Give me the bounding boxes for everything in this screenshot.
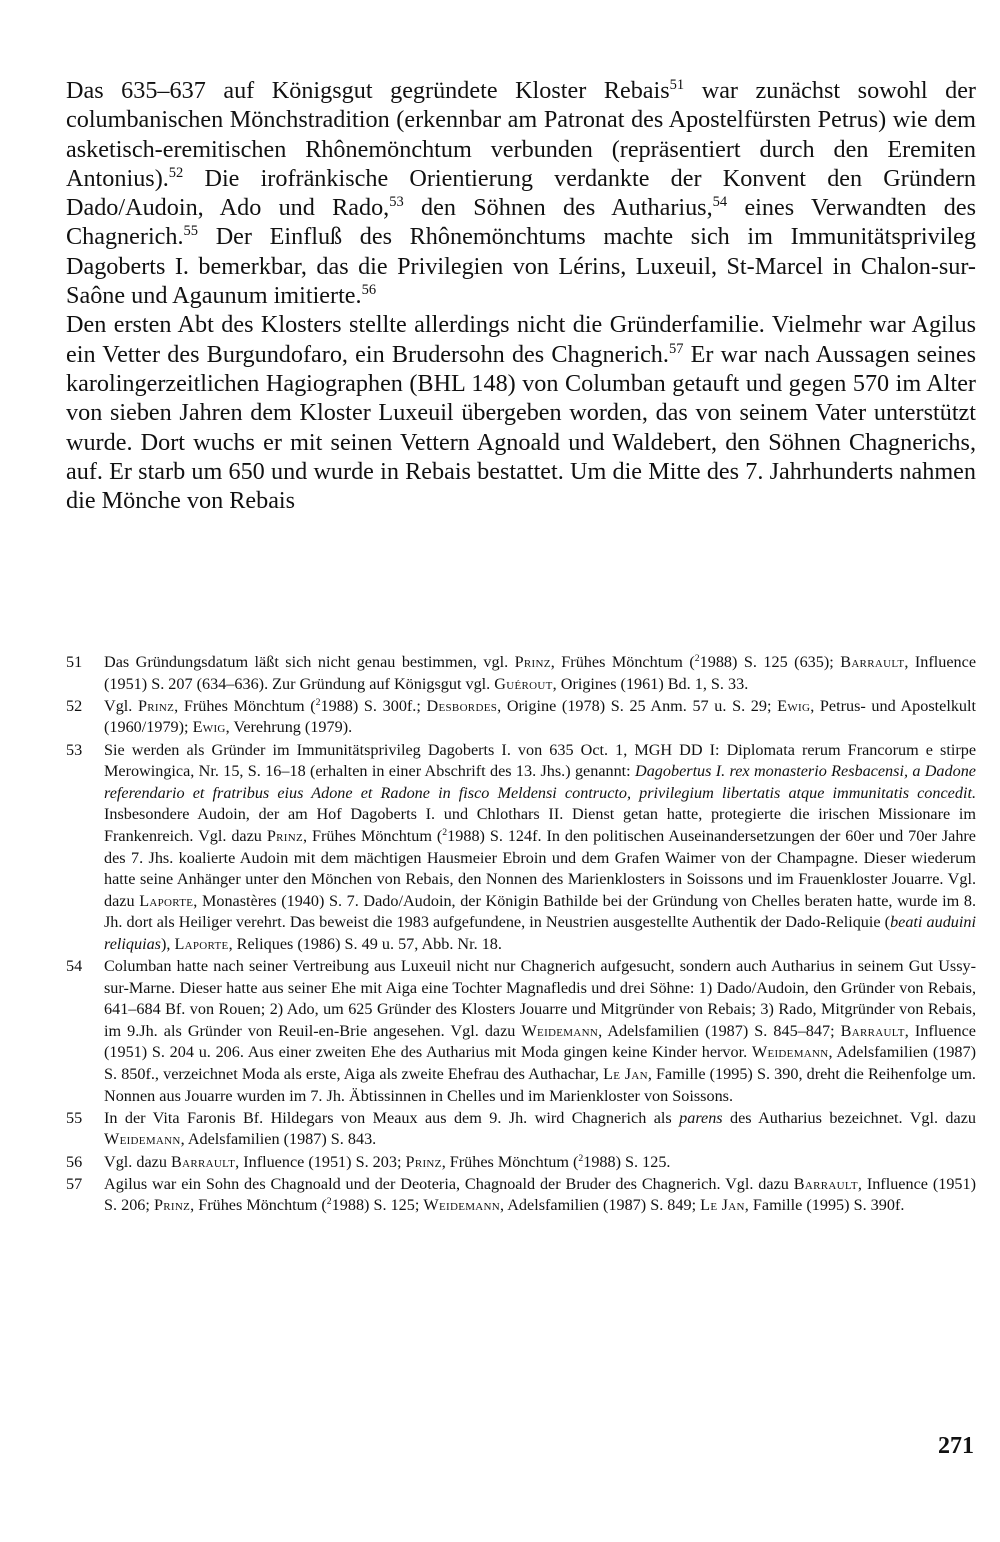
footnote-52 [66, 696, 976, 739]
text-run: Er war nach Aussagen seines karolingerzeitlichen Hagiographen (BHL 148) von Columban getauft und gegen 570 im Alter von sieben Jahren dem Kloster Luxeuil übergeben worden, das von seinem Vater unterstützt wurde. Dort wuchs er mit seinen Vettern Agnoald und Waldebert, den Söhnen Chagnerichs, auf. Er starb um 650 und wurde in Rebais bestattet. Um die Mitte des 7. Jahrhunderts nahmen die Mönche von Rebais [66, 340, 976, 515]
note-reference: 55 [183, 223, 199, 240]
author-name: Weidemann [521, 1021, 599, 1040]
footnote-number: 53 [66, 740, 83, 759]
author-name: Barrault [170, 1152, 236, 1171]
text-run: , Influence (1951) S. 207 (634–636). Zur Gründung auf Königsgut vgl. [104, 653, 977, 693]
text-run: Agilus war ein Sohn des Chagnoald und der Deoteria, Chagnoald der Bruder des Chagnerich. Vgl. dazu [104, 1174, 794, 1193]
text-run: , Monastères (1940) S. 7. Dado/Audoin, der Königin Bathilde bei der Gründung von Chelles beraten hatte, wurde im 8. Jh. dort als Heiliger verehrt. Das beweist die 1983 aufgefundene, in Neustrien ausgestellte Authentik der Dado-Reliquie ( [104, 891, 976, 932]
text-run: , Frühes Mönchtum ( [174, 696, 316, 715]
footnote-57 [66, 1174, 976, 1217]
author-name: Le Jan [603, 1065, 648, 1084]
text-run: war zunächst sowohl der columbanischen Mönchstradition (erkennbar am Patronat des Apostelfürsten Petrus) wie dem asketisch-eremitischen Rhônemönchtum verbunden (repräsentiert durch den Eremiten Antonius). [66, 77, 976, 192]
text-run: , Frühes Mönchtum ( [441, 1152, 579, 1171]
author-name: Weidemann [423, 1196, 501, 1215]
footnotes [66, 652, 976, 1218]
text-run: 1988) S. 300f.; [320, 696, 427, 715]
footnote-number: 57 [66, 1174, 83, 1193]
note-reference: 54 [712, 194, 728, 211]
text-run: , Influence (1951) S. 206; [104, 1174, 976, 1215]
text-run: , Frühes Mönchtum ( [302, 826, 443, 845]
author-name: Le Jan [700, 1196, 745, 1215]
text-run: , Famille (1995) S. 390, dreht die Reihenfolge um. Nonnen aus Jouarre wurden im 7. Jh. Äbtissinnen in Chelles und im Marienkloster von Soissons. [104, 1065, 976, 1105]
text-run: In der Vita Faronis Bf. Hildegars von Meaux aus dem 9. Jh. wird Chagnerich als [104, 1108, 680, 1127]
text-run: , Influence (1951) S. 204 u. 206. Aus einer zweiten Ehe des Autharius mit Moda gingen keine Kinder hervor. [104, 1021, 976, 1062]
text-run: , Influence (1951) S. 203; [235, 1152, 406, 1171]
author-name: Desbordes [426, 696, 498, 715]
text-run: , Origines (1961) Bd. 1, S. 33. [552, 674, 749, 693]
author-name: Prinz [137, 696, 175, 715]
author-name: Ewig [192, 718, 226, 737]
footnote-text [104, 1152, 976, 1174]
footnote-53 [66, 740, 976, 956]
text-run: , Origine (1978) S. 25 Anm. 57 u. S. 29; [497, 696, 778, 715]
text-run: , Frühes Mönchtum ( [190, 1196, 327, 1215]
text-run: , Adelsfamilien (1987) S. 845–847; [598, 1021, 841, 1040]
footnote-text [104, 740, 976, 956]
author-name: Prinz [405, 1152, 442, 1171]
author-name: Guérout [494, 674, 553, 693]
footnote-56 [66, 1152, 976, 1174]
text-run: Den ersten Abt des Klosters stellte allerdings nicht die Gründerfamilie. Vielmehr war Agilus ein Vetter des Burgundofaro, ein Brudersohn des Chagnerich. [66, 311, 976, 368]
note-reference: 57 [668, 340, 684, 357]
footnote-text [104, 652, 976, 695]
text-run: 1988) S. 125; [331, 1196, 424, 1215]
text-run: Vgl. dazu [104, 1152, 171, 1171]
text-run: , Adelsfamilien (1987) S. 843. [180, 1130, 377, 1149]
note-reference: 2 [326, 1196, 332, 1208]
text-run: 1988) S. 125. [583, 1152, 671, 1171]
footnote-text [104, 696, 976, 739]
text-run: ), [160, 934, 175, 953]
text-run: Columban hatte nach seiner Vertreibung aus Luxeuil nicht nur Chagnerich aufgesucht, sondern auch Autharius in seinem Gut Ussy-sur-Marne. Dieser hatte aus seiner Ehe mit Aiga eine Tochter Magnafledis und drei Söhne: 1) Dado/Audoin, den Gründer von Rebais, 641–684 Bf. von Rouen; 2) Ado, um 625 Gründer des Klosters Jouarre und Mitgründer von Rebais; 3) Rado, Mitgründer von Rebais, im 9.Jh. als Gründer von Reuil-en-Brie angesehen. Vgl. dazu [104, 957, 976, 1040]
footnote-number: 52 [66, 696, 83, 715]
author-name: Laporte [174, 934, 229, 953]
text-run: eines Verwandten des Chagnerich. [66, 194, 976, 251]
footnote-text [104, 1174, 976, 1217]
body-paragraph-1 [66, 76, 976, 310]
footnote-51 [66, 652, 976, 695]
text-run: Sie werden als Gründer im Immunitätsprivileg Dagoberts I. von 635 Oct. 1, MGH DD I: Diplomata rerum Francorum e stirpe Merowingica, Nr. 15, S. 16–18 (erhalten in einer Abschrift des 13. Jhs.) genannt: [104, 740, 976, 781]
note-reference: 2 [442, 826, 448, 838]
main-text [66, 76, 976, 515]
footnote-55 [66, 1108, 976, 1151]
footnote-number: 51 [66, 653, 83, 671]
author-name: Ewig [777, 696, 811, 715]
page-number: 271 [938, 1433, 974, 1459]
note-reference: 51 [669, 77, 685, 93]
footnote-number: 54 [66, 957, 83, 976]
author-name: Weidemann [104, 1130, 181, 1149]
author-name: Weidemann [751, 1043, 829, 1062]
note-reference: 2 [578, 1152, 584, 1164]
text-run: den Söhnen des Autharius, [403, 194, 713, 222]
author-name: Prinz [153, 1196, 191, 1215]
footnote-text [104, 1108, 976, 1151]
text-run: Das 635–637 auf Königsgut gegründete Kloster Rebais [66, 77, 670, 104]
footnote-text [104, 956, 976, 1107]
author-name: Barrault [840, 653, 905, 671]
text-run: Vgl. [104, 696, 138, 715]
italic-quote: parens [679, 1108, 723, 1127]
italic-quote: Dagobertus I. rex monasterio Resbacensi, a Dadone referendario et fratribus eius Adone et Radone in fisco Meldensi contructo, privilegium libertatis atque immunitatis concedit. [104, 762, 976, 802]
text-run: 1988) S. 125 (635); [699, 653, 841, 671]
text-run: , Frühes Mönchtum ( [550, 653, 695, 671]
text-run: , Famille (1995) S. 390f. [744, 1196, 905, 1215]
text-run: Das Gründungsdatum läßt sich nicht genau bestimmen, vgl. [104, 653, 515, 671]
author-name: Prinz [266, 826, 303, 845]
footnote-54 [66, 956, 976, 1107]
footnote-number: 55 [66, 1108, 83, 1127]
text-run: Die irofränkische Orientierung verdankte der Konvent den Gründern Dado/Audoin, Ado und Rado, [66, 164, 976, 222]
note-reference: 2 [694, 652, 700, 664]
text-run: Insbesondere Audoin, der am Hof Dagoberts I. und Chlothars II. Dienst getan hatte, protegierte die irischen Missionare im Frankenreich. Vgl. dazu [104, 805, 976, 845]
text-run: , Adelsfamilien (1987) S. 849; [500, 1196, 701, 1215]
note-reference: 56 [361, 282, 377, 299]
text-run: 1988) S. 124f. In den politischen Auseinandersetzungen der 60er und 70er Jahre des 7. Jhs. koalierte Audoin mit dem mächtigen Hausmeier Ebroin und dem Grafen Waimer von der Champagne. Dieser wiederum hatte seine Anhänger unter den Mönchen von Rebais, den Nonnen des Marienklosters in Soissons und im Frauenkloster Jouarre. Vgl. dazu [104, 826, 976, 910]
note-reference: 53 [389, 194, 404, 211]
author-name: Barrault [840, 1021, 905, 1040]
text-run: , Adelsfamilien (1987) S. 850f., verzeichnet Moda als erste, Aiga als zweite Ehefrau des Authachar, [104, 1043, 977, 1084]
text-run: , Reliques (1986) S. 49 u. 57, Abb. Nr. 18. [228, 934, 502, 953]
italic-quote: beati auduini reliquias [104, 913, 976, 953]
author-name: Barrault [793, 1174, 858, 1193]
text-run: Der Einfluß des Rhônemönchtums machte sich im Immunitätsprivileg Dagoberts I. bemerkbar, das die Privilegien von Lérins, Luxeuil, St-Marcel in Chalon-sur-Saône und Agaunum imitierte. [66, 223, 976, 310]
text-run: , Verehrung (1979). [225, 718, 353, 737]
text-run: , Petrus- und Apostelkult (1960/1979); [104, 696, 977, 737]
author-name: Prinz [514, 653, 551, 671]
author-name: Laporte [139, 891, 194, 910]
text-run: des Autharius bezeichnet. Vgl. dazu [722, 1108, 976, 1127]
body-paragraph-2 [66, 310, 976, 515]
note-reference: 2 [315, 696, 321, 708]
footnote-number: 56 [66, 1152, 83, 1171]
note-reference: 52 [168, 164, 184, 181]
